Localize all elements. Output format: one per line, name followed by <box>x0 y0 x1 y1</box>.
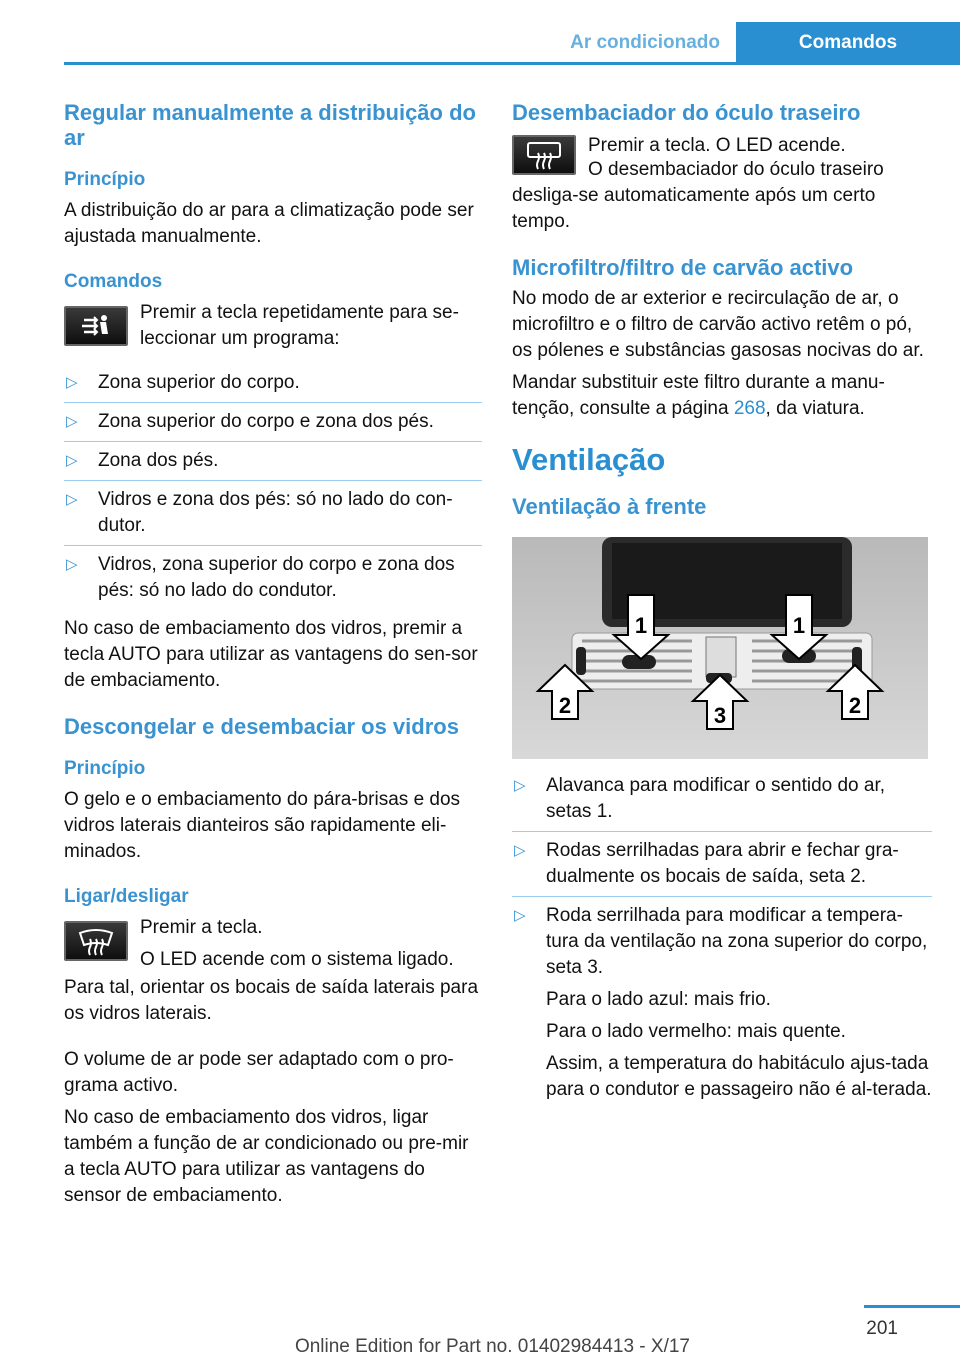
paragraph-led: O LED acende com o sistema ligado. <box>140 949 454 970</box>
list-item: ▷ Zona dos pés. <box>64 448 482 481</box>
sub-red: Para o lado vermelho: mais quente. <box>546 1021 846 1042</box>
triangle-right-icon: ▷ <box>66 452 78 469</box>
page-link[interactable]: 268 <box>733 398 766 419</box>
heading-principle: Princípio <box>64 169 146 190</box>
arrow-label: 2 <box>558 693 572 718</box>
defrost-row <box>64 915 482 975</box>
arrow-label: 1 <box>634 613 648 638</box>
paragraph-principle: A distribuição do ar para a climatização pode ser ajustada manualmente. <box>64 200 474 247</box>
triangle-right-icon: ▷ <box>66 413 78 430</box>
sub-blue: Para o lado azul: mais frio. <box>546 989 771 1010</box>
right-column <box>512 100 932 1115</box>
dashboard-vents-photo <box>512 537 928 759</box>
paragraph-ac: No caso de embaciamento dos vidros, ligar também a função de ar condicionado ou pre‐mir a tecla AUTO para utilizar as vantagens do sensor de embaciamento. <box>64 1107 469 1206</box>
windshield-defrost-icon <box>64 921 128 961</box>
ventilation-list <box>512 773 932 1109</box>
list-item: ▷ Zona superior do corpo. <box>64 370 482 403</box>
triangle-right-icon: ▷ <box>66 491 78 508</box>
heading-manual-distribution: Regular manualmente a distribuição do ar <box>64 100 476 150</box>
heading-front-ventilation: Ventilação à frente <box>512 494 707 519</box>
paragraph-orient: Para tal, orientar os bocais de saída laterais para os vidros laterais. <box>64 977 479 1024</box>
paragraph-volume: O volume de ar pode ser adaptado com o pro‐grama activo. <box>64 1049 454 1096</box>
paragraph-principle-2: O gelo e o embaciamento do pára-brisas e dos vidros laterais dianteiros são rapidamente eli‐minados. <box>64 789 461 862</box>
list-item: ▷ Roda serrilhada para modificar a tempera‐tura da ventilação na zona superior do corpo, seta 3. Para o lado azul: mais frio. Para o lado vermelho: mais quente. Assim, a temperatura do habitáculo ajus‐tada para o condutor e passageiro não é al‐terada. <box>512 903 932 1109</box>
heading-principle-2: Princípio <box>64 758 146 779</box>
paragraph-controls: Premir a tecla repetidamente para se‐leccionar um programa: <box>140 302 459 349</box>
heading-filter: Microfiltro/filtro de carvão activo <box>512 255 854 280</box>
sub-note: Assim, a temperatura do habitáculo ajus‐tada para o condutor e passageiro não é al‐terada. <box>546 1053 932 1100</box>
triangle-right-icon: ▷ <box>66 556 78 573</box>
rear-defrost-row <box>512 133 932 185</box>
paragraph-replace: Mandar substituir este filtro durante a manu‐tenção, consulte a página 268, da viatura. <box>512 372 885 419</box>
list-item: ▷ Zona superior do corpo e zona dos pés. <box>64 409 482 442</box>
heading-ventilation: Ventilação <box>512 442 666 477</box>
triangle-right-icon: ▷ <box>514 842 526 859</box>
section-title: Ar condicionado <box>570 32 720 53</box>
footer-rule <box>864 1305 960 1308</box>
list-item: ▷ Rodas serrilhadas para abrir e fechar gra‐dualmente os bocais de saída, seta 2. <box>512 838 932 897</box>
page-number: 201 <box>866 1318 898 1339</box>
list-item: ▷ Vidros e zona dos pés: só no lado do con‐dutor. <box>64 487 482 546</box>
active-tab: Comandos <box>736 22 960 62</box>
triangle-right-icon: ▷ <box>66 374 78 391</box>
heading-rear-defrost: Desembaciador do óculo traseiro <box>512 100 861 125</box>
paragraph-press-key: Premir a tecla. <box>140 917 263 938</box>
list-item: ▷ Vidros, zona superior do corpo e zona dos pés: só no lado do condutor. <box>66 554 455 601</box>
paragraph-auto-off: O desembaciador do óculo traseiro desliga-se automaticamente após um certo tempo. <box>512 159 884 232</box>
arrow-label: 2 <box>848 693 862 718</box>
paragraph-filter: No modo de ar exterior e recirculação de ar, o microfiltro e o filtro de carvão activo retêm o pó, os pólenes e substâncias gasosas nocivas do ar. <box>512 288 924 361</box>
air-distribution-icon <box>64 306 128 346</box>
heading-controls: Comandos <box>64 271 163 292</box>
rear-window-defrost-icon <box>512 135 576 175</box>
paragraph-fogging: No caso de embaciamento dos vidros, premir a tecla AUTO para utilizar as vantagens do sen‐sor de embaciamento. <box>64 618 478 691</box>
heading-defrost: Descongelar e desembaciar os vidros <box>64 714 459 739</box>
page-header <box>64 22 960 65</box>
list-item: ▷ Alavanca para modificar o sentido do ar, setas 1. <box>512 773 932 832</box>
paragraph-press-led: Premir a tecla. O LED acende. <box>588 135 846 156</box>
edition-note: Online Edition for Part no. 01402984413 - X/17 <box>294 1336 690 1357</box>
triangle-right-icon: ▷ <box>514 777 526 794</box>
air-distribution-row <box>64 300 482 360</box>
triangle-right-icon: ▷ <box>514 907 526 924</box>
arrow-label: 1 <box>792 613 806 638</box>
program-list <box>64 370 482 610</box>
arrow-label: 3 <box>713 703 727 728</box>
left-column <box>64 100 482 1215</box>
heading-on-off: Ligar/desligar <box>64 886 189 907</box>
